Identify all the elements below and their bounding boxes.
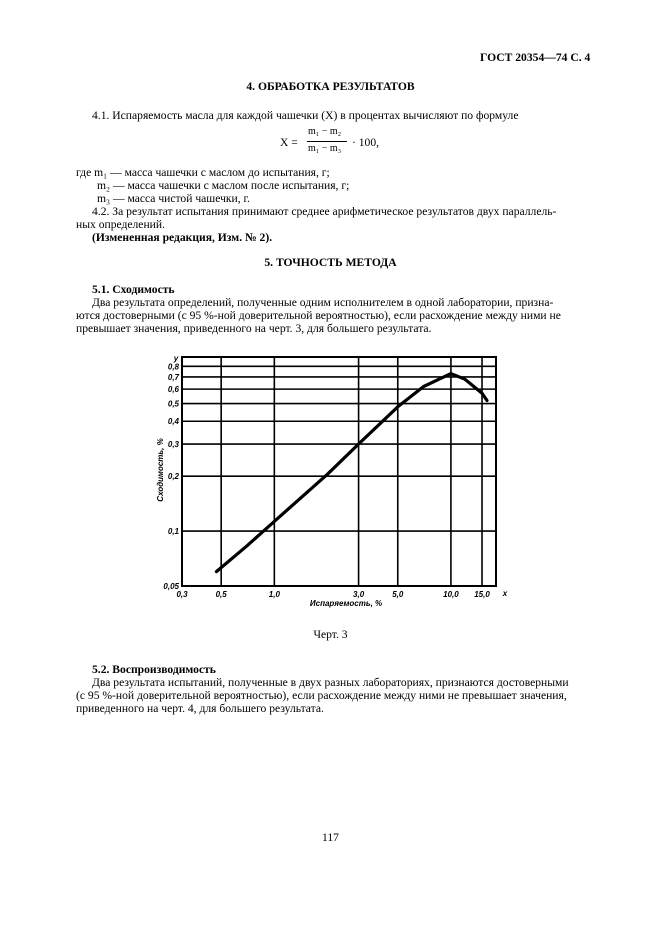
- y-tick-label: 0,8: [167, 362, 179, 372]
- formula-rhs: · 100,: [352, 136, 380, 149]
- y-tick-label: 0,1: [167, 527, 179, 537]
- paragraph-4-1: 4.1. Испаряемость масла для каждой чашечки (X) в процентах вычисляют по формуле: [92, 109, 519, 122]
- formula-fraction-bar: [307, 141, 347, 142]
- definition-m3: m₃ — масса чистой чашечки, г.: [97, 192, 250, 205]
- y-tick-label: 0,5: [167, 399, 179, 409]
- page-number: 117: [322, 831, 339, 844]
- document-code: ГОСТ 20354—74 С. 4: [480, 51, 591, 64]
- subsection-5-1-title: 5.1. Сходимость: [92, 283, 175, 296]
- paragraph-4-2-line1: 4.2. За результат испытания принимают среднее арифметическое результатов двух параллель-: [92, 205, 557, 218]
- chart-frame: [182, 357, 496, 586]
- amendment-note: (Измененная редакция, Изм. № 2).: [92, 231, 273, 244]
- paragraph-5-1-line2: ются достоверными (с 95 %-ной доверительной вероятностью), если расхождение между ними не: [76, 309, 561, 322]
- definition-m2: m₂ — масса чашечки с маслом после испытания, г;: [97, 179, 350, 192]
- paragraph-5-2-line2: (с 95 %-ной доверительной вероятностью), если расхождение между ними не превышает значения,: [76, 689, 567, 702]
- y-tick-label: 0,3: [167, 440, 179, 450]
- x-axis-letter: x: [502, 589, 508, 598]
- paragraph-5-2-line1: Два результата испытаний, полученные в двух разных лабораториях, признаются достоверными: [92, 676, 569, 689]
- section-4-title: 4. ОБРАБОТКА РЕЗУЛЬТАТОВ: [246, 80, 415, 93]
- y-tick-label: 0,7: [167, 372, 179, 382]
- x-tick-label: 10,0: [443, 590, 459, 599]
- paragraph-4-2-line2: ных определений.: [76, 218, 165, 231]
- figure-caption: Черт. 3: [313, 628, 348, 641]
- y-tick-label: 0,4: [167, 417, 179, 427]
- y-tick-label: 0,05: [163, 582, 179, 591]
- paragraph-5-2-line3: приведенного на черт. 4, для большего результата.: [76, 702, 324, 715]
- y-tick-label: 0,6: [167, 385, 179, 395]
- y-tick-label: 0,2: [167, 472, 179, 482]
- x-tick-label: 15,0: [474, 590, 490, 599]
- x-tick-label: 5,0: [392, 590, 404, 599]
- subsection-5-2-title: 5.2. Воспроизводимость: [92, 663, 216, 676]
- formula-denominator: m₁ − m₃: [308, 143, 342, 154]
- formula-numerator: m₁ − m₂: [308, 126, 342, 137]
- paragraph-5-1-line3: превышает значения, приведенного на черт. 3, для большего результата.: [76, 322, 432, 335]
- x-tick-label: 0,3: [176, 590, 188, 599]
- y-axis-letter: y: [173, 354, 179, 363]
- chart-ticks: [163, 362, 490, 599]
- definition-m1: где m₁ — масса чашечки с маслом до испытания, г;: [76, 166, 330, 179]
- x-tick-label: 0,5: [215, 590, 227, 599]
- x-tick-label: 3,0: [353, 590, 365, 599]
- chart-3: [0, 345, 661, 615]
- y-axis-label: Сходимость, %: [156, 438, 165, 502]
- chart-grid: [182, 357, 496, 586]
- x-axis-label: Испаряемость, %: [309, 599, 383, 608]
- section-5-title: 5. ТОЧНОСТЬ МЕТОДА: [264, 256, 397, 269]
- x-tick-label: 1,0: [268, 590, 280, 599]
- paragraph-5-1-line1: Два результата определений, полученные одним исполнителем в одной лаборатории, призна-: [92, 296, 554, 309]
- formula: [280, 125, 420, 159]
- formula-lhs: X =: [280, 136, 298, 149]
